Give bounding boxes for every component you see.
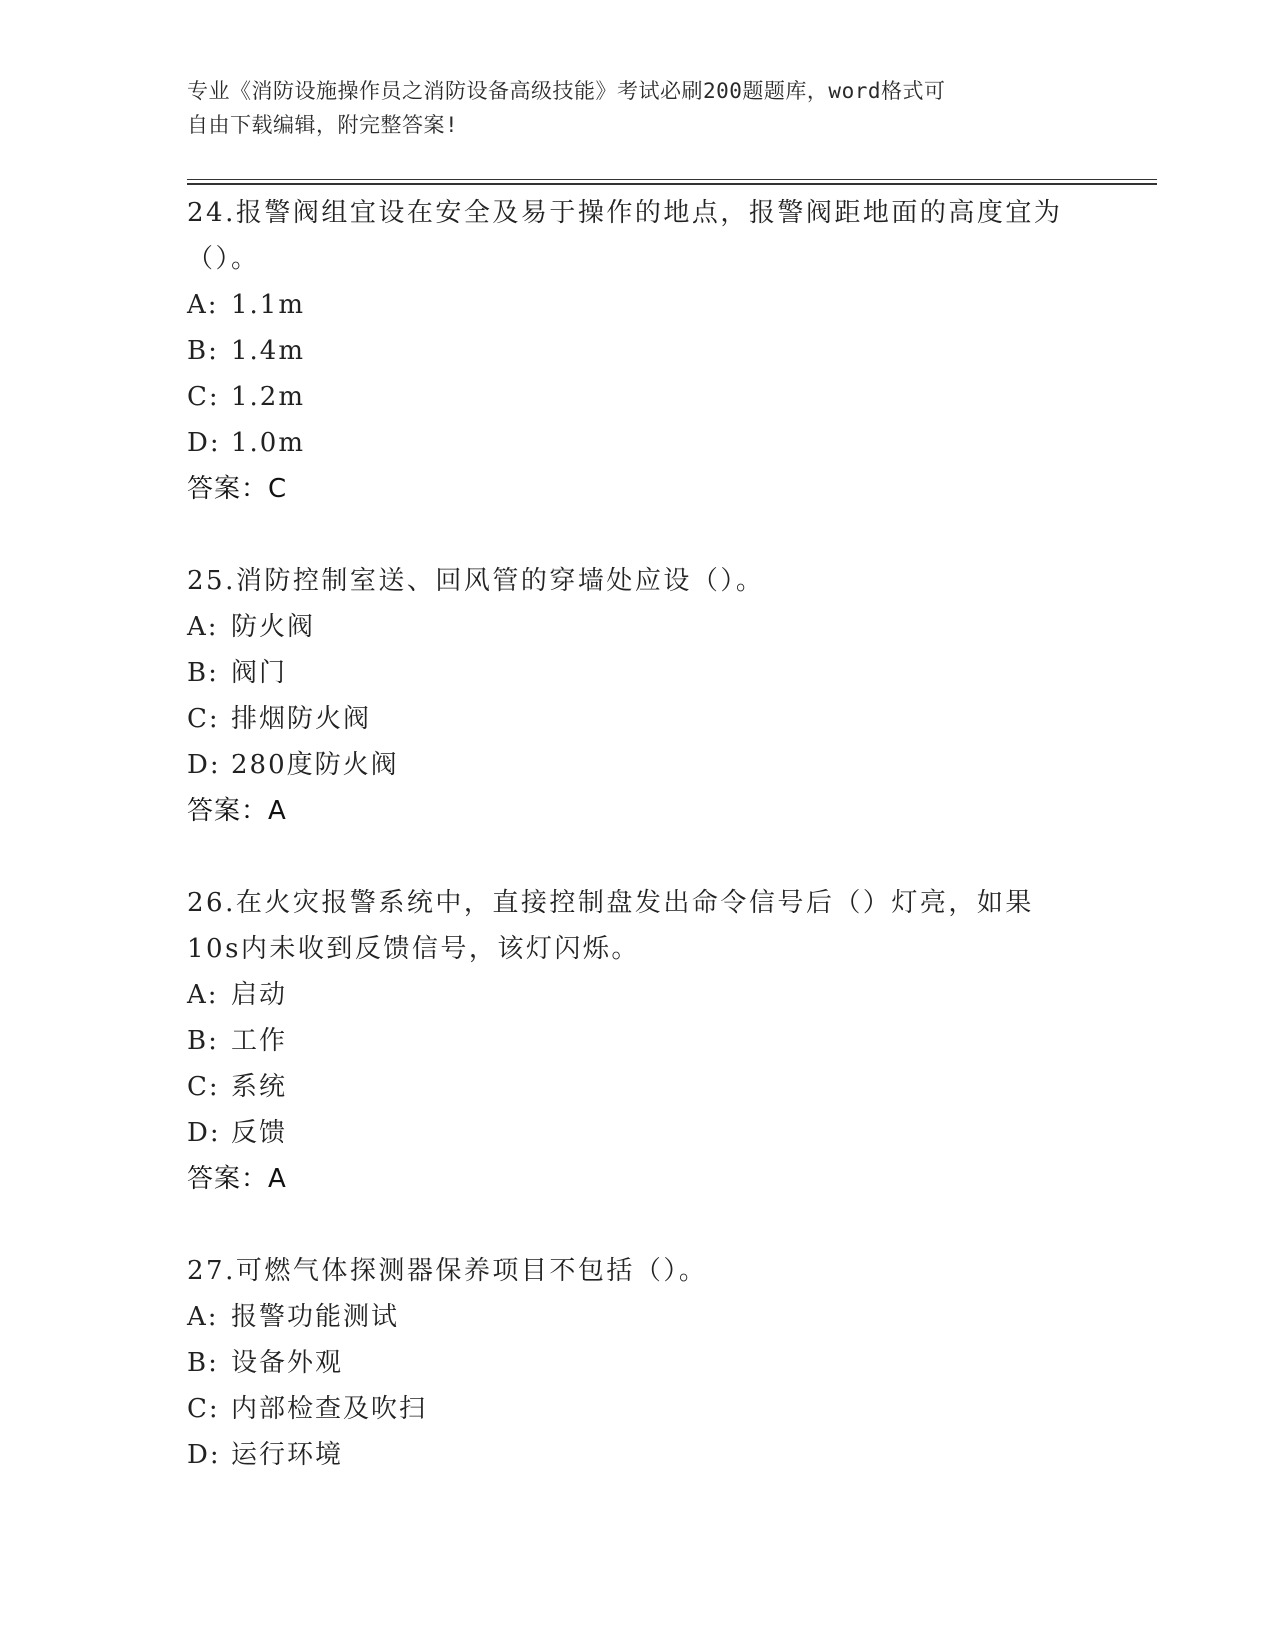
option-letter: A: — [187, 290, 219, 320]
option-letter: D: — [187, 750, 221, 780]
option-text: 1.1m — [231, 290, 306, 320]
option-b — [187, 650, 1087, 696]
answer-line: 答案：A — [187, 796, 287, 826]
option-letter: A: — [187, 612, 219, 642]
option-text: 防火阀 — [231, 612, 316, 642]
option-letter: D: — [187, 1440, 221, 1470]
option-letter: A: — [187, 980, 219, 1010]
option-letter: C: — [187, 382, 220, 412]
option-letter: B: — [187, 336, 219, 366]
option-text: 1.2m — [231, 382, 306, 412]
option-a — [187, 282, 1087, 328]
option-d — [187, 742, 1087, 788]
question-stem: 25.消防控制室送、回风管的穿墙处应设（）。 — [187, 566, 765, 596]
option-text: 设备外观 — [231, 1348, 344, 1378]
answer-line: 答案：C — [187, 474, 288, 504]
option-c — [187, 696, 1087, 742]
spacer — [187, 834, 1087, 880]
option-letter: B: — [187, 1348, 219, 1378]
option-text: 1.4m — [231, 336, 306, 366]
option-d — [187, 420, 1087, 466]
option-c — [187, 1386, 1087, 1432]
option-text: 1.0m — [231, 428, 306, 458]
header-divider-thin — [187, 179, 1157, 180]
question-25 — [187, 558, 1087, 834]
option-letter: C: — [187, 1072, 220, 1102]
option-text: 内部检查及吹扫 — [231, 1394, 428, 1424]
option-b — [187, 1018, 1087, 1064]
option-letter: C: — [187, 1394, 220, 1424]
question-26 — [187, 880, 1087, 1202]
option-text: 阀门 — [231, 658, 288, 688]
option-d — [187, 1432, 1087, 1478]
option-text: 反馈 — [231, 1118, 288, 1148]
option-a — [187, 604, 1087, 650]
header-line-2: 自由下载编辑，附完整答案! — [187, 113, 459, 137]
option-text: 工作 — [231, 1026, 288, 1056]
option-b — [187, 1340, 1087, 1386]
spacer — [187, 1202, 1087, 1248]
question-stem: 26.在火灾报警系统中，直接控制盘发出命令信号后（）灯亮，如果10s内未收到反馈信号，该灯闪烁。 — [187, 888, 1034, 964]
option-letter: D: — [187, 428, 221, 458]
option-text: 运行环境 — [231, 1440, 344, 1470]
option-d — [187, 1110, 1087, 1156]
option-letter: C: — [187, 704, 220, 734]
option-text: 系统 — [231, 1072, 288, 1102]
option-letter: A: — [187, 1302, 219, 1332]
option-letter: B: — [187, 658, 219, 688]
question-24 — [187, 190, 1087, 512]
option-letter: B: — [187, 1026, 219, 1056]
question-stem: 24.报警阀组宜设在安全及易于操作的地点，报警阀距地面的高度宜为（）。 — [187, 198, 1063, 274]
option-c — [187, 1064, 1087, 1110]
header-line-1: 专业《消防设施操作员之消防设备高级技能》考试必刷200题题库，word格式可 — [187, 79, 946, 103]
option-a — [187, 1294, 1087, 1340]
option-a — [187, 972, 1087, 1018]
option-c — [187, 374, 1087, 420]
question-list — [187, 190, 1087, 1478]
option-b — [187, 328, 1087, 374]
question-27 — [187, 1248, 1087, 1478]
document-header — [187, 74, 1087, 142]
option-text: 280度防火阀 — [231, 750, 399, 780]
answer-line: 答案：A — [187, 1164, 287, 1194]
option-text: 启动 — [231, 980, 288, 1010]
option-letter: D: — [187, 1118, 221, 1148]
option-text: 报警功能测试 — [231, 1302, 400, 1332]
question-stem: 27.可燃气体探测器保养项目不包括（）。 — [187, 1256, 708, 1286]
header-divider-thick — [187, 183, 1157, 185]
option-text: 排烟防火阀 — [231, 704, 372, 734]
spacer — [187, 512, 1087, 558]
